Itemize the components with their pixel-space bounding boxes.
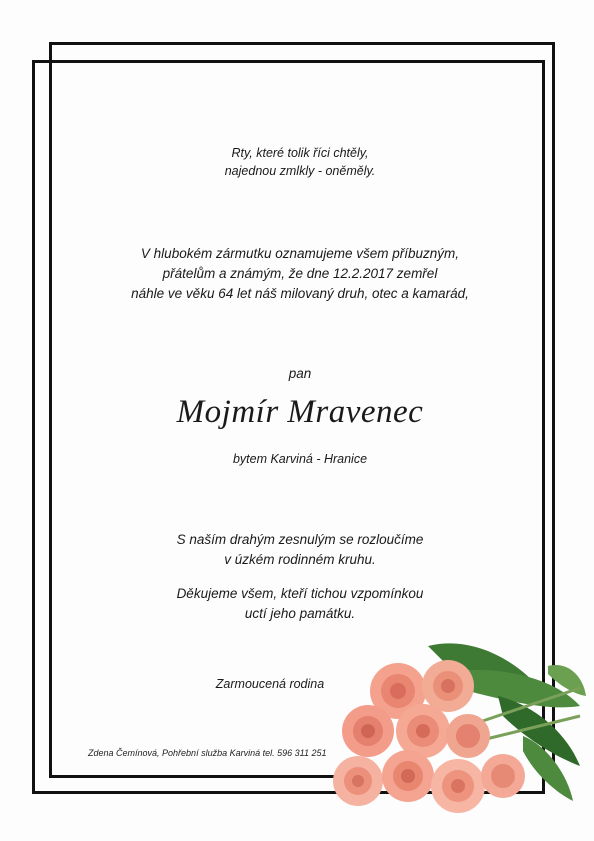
poem-line: Rty, které tolik říci chtěly, bbox=[231, 146, 369, 160]
footer-credit: Zdena Čemínová, Pohřební služba Karviná tel. 596 311 251 bbox=[88, 748, 327, 758]
poem bbox=[60, 144, 540, 180]
deceased-name: Mojmír Mravenec bbox=[176, 394, 424, 430]
farewell-text bbox=[60, 530, 540, 570]
roses-bouquet-image bbox=[318, 626, 588, 826]
thanks-line: Děkujeme všem, kteří tichou vzpomínkou bbox=[176, 586, 424, 601]
announcement-line: náhle ve věku 64 let náš milovaný druh, otec a kamarád, bbox=[131, 286, 469, 301]
announcement bbox=[60, 244, 540, 304]
farewell-line: S naším drahým zesnulým se rozloučíme bbox=[176, 532, 424, 547]
residence: bytem Karviná - Hranice bbox=[232, 452, 368, 466]
thanks-line: uctí jeho památku. bbox=[244, 606, 356, 621]
signature: Zarmoucená rodina bbox=[215, 677, 325, 691]
farewell-line: v úzkém rodinném kruhu. bbox=[224, 552, 376, 567]
poem-line: najednou zmlkly - oněměly. bbox=[224, 164, 376, 178]
announcement-line: přátelům a známým, že dne 12.2.2017 zemřel bbox=[162, 266, 438, 281]
thanks-text bbox=[60, 584, 540, 624]
title-word: pan bbox=[288, 366, 312, 381]
announcement-line: V hlubokém zármutku oznamujeme všem příbuzným, bbox=[140, 246, 460, 261]
